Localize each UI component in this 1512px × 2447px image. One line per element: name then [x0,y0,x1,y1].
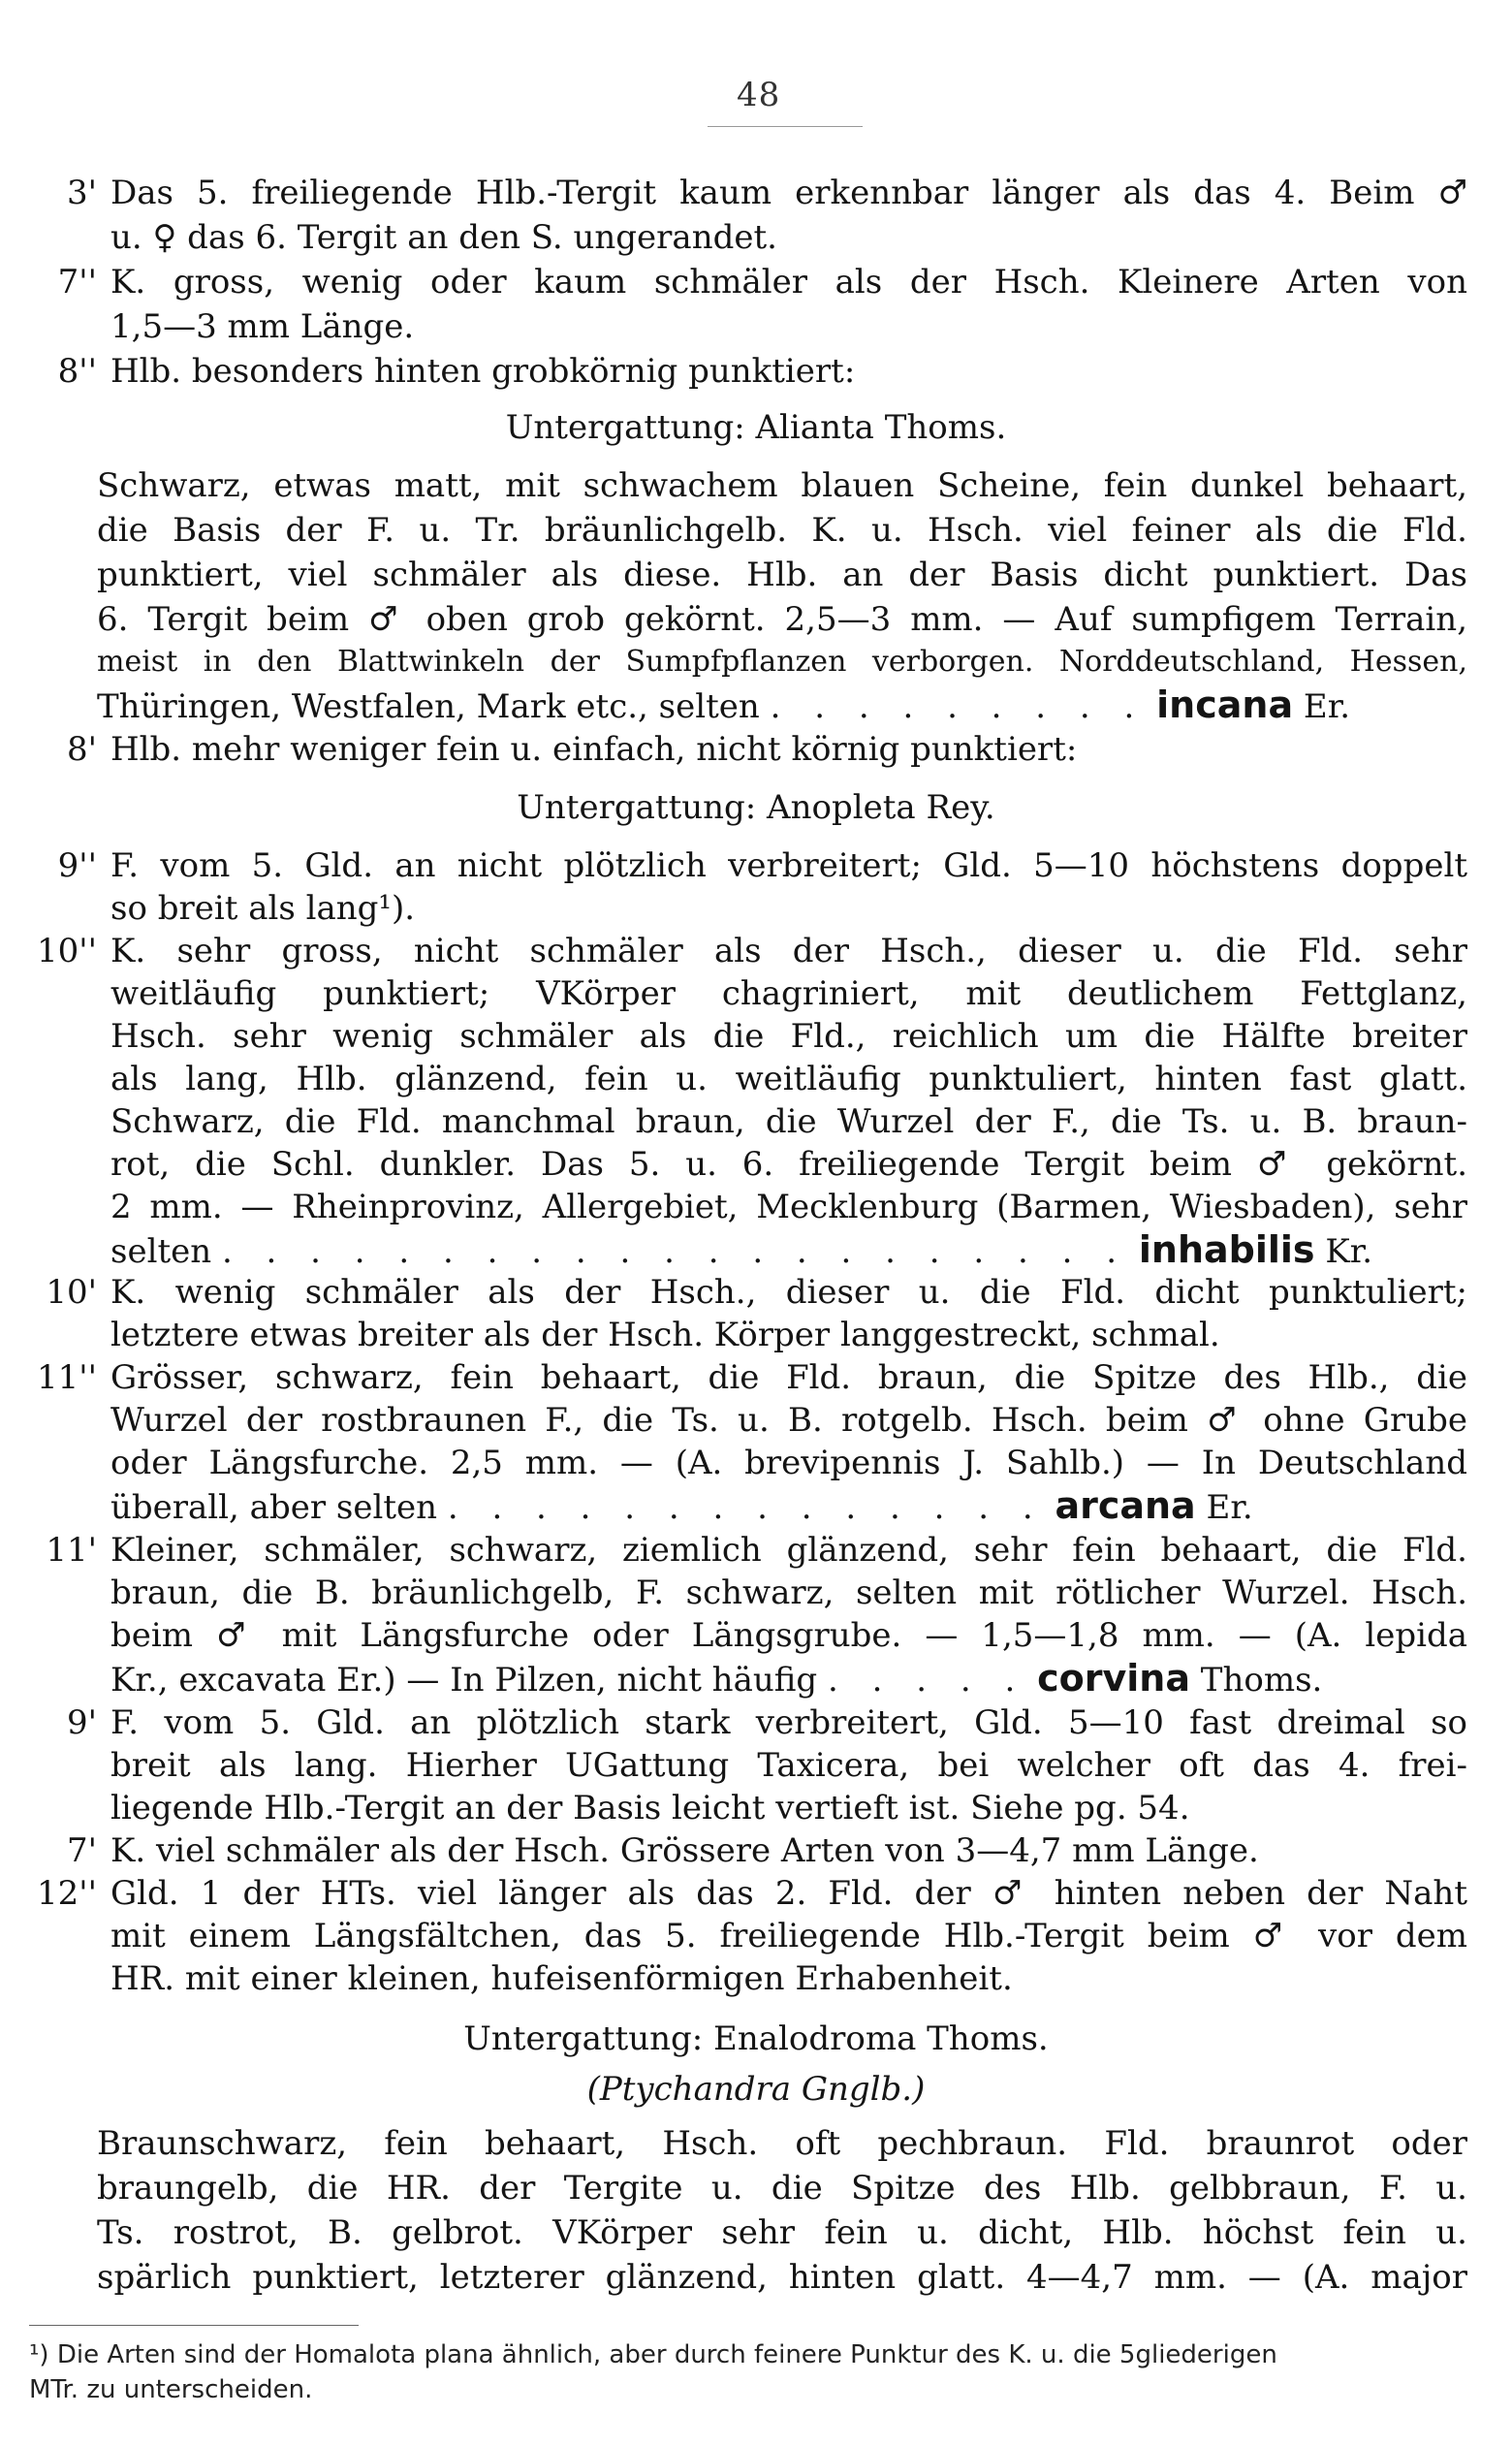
subgenus-synonym-ptychandra: (Ptychandra Gnglb.) [586,2070,926,2109]
subgenus-heading-alianta: Untergattung: Alianta Thoms. [505,408,1007,447]
species-name: inhabilis [1138,1228,1315,1271]
footnote-line: MTr. zu unterscheiden. [29,2375,313,2404]
document-page: 48 3' Das 5. freiliegende Hlb.-Tergit kaum erkennbar länger als das 4. Beim ♂ u. ♀ das 6. Tergit an den S. ungerandet. 7'' K. gross, wenig oder kaum schmäler als der Hsch. Kleinere Arten von 1,5—3 mm Länge. 8'' Hlb. besonders hinten grobkörnig punktiert: Untergattung: Alianta Thoms. Schwarz, etwas matt, mit schwachem blauen Scheine, fein dunkel behaart, die Basis der F. u. Tr. bräunlichgelb. K. u. Hsch. viel feiner als die Fld. punktiert, viel schmäler als diese. Hlb. an der Basis dicht punktiert. Das 6. Tergit beim ♂ oben grob gekörnt. 2,5—3 mm. — Auf sumpfigem Terrain, meist in den Blattwinkeln der Sumpfpflanzen verborgen. Norddeutschland, Hessen, Thüringen, Westfalen, Mark etc., selten . . . . . . . . . incana Er. 8' Hlb. mehr weniger fein u. einfach, nicht körnig punktiert: Untergattung: Anopleta Rey. 9'' F. vom 5. Gld. an nicht plötzlich verbreitert; Gld. 5—10 höchstens doppelt so breit als lang¹). 10'' K. sehr gross, nicht schmäler als der Hsch., dieser u. die Fld. sehr weitläufig punktiert; VKörper chagriniert, mit deutlichem Fettglanz, Hsch. sehr wenig schmäler als die Fld., reichlich um die Hälfte breiter als lang, Hlb. glänzend, fein u. weitläufig punktuliert, hinten fast glatt. Schwarz, die Fld. manchmal braun, die Wurzel der F., die Ts. u. B. braun- rot, die Schl. dunkler. Das 5. u. 6. freiliegende Tergit beim ♂ gekörnt. 2 mm. — Rheinprovinz, Allergebiet, Mecklenburg (Barmen, Wiesbaden), sehr selten . . . . . . . . . . . . . . . . . . . . . inhabilis Kr. 10' K. wenig schmäler als der Hsch., dieser u. die Fld. dicht punktuliert; letztere etwas breiter als der Hsch. Körper langgestreckt, schmal. 11'' Grösser, schwarz, fein behaart, die Fld. braun, die Spitze des Hlb., die Wurzel der rostbraunen F., die Ts. u. B. rotgelb. Hsch. beim ♂ ohne Grube oder Längsfurche. 2,5 mm. — (A. brevipennis J. Sahlb.) — In Deutschland überall, aber selten . . . . . . . . . . . . . . arcana Er. 11' Kleiner, schmäler, schwarz, ziemlich glänzend, sehr fein behaart, die Fld. braun, die B. bräunlichgelb, F. schwarz, selten mit rötlicher Wurzel. Hsch. beim ♂ mit Längsfurche oder Längsgrube. — 1,5—1,8 mm. — (A. lepida Kr., excavata Er.) — In Pilzen, nicht häufig . . . . . corvina Thoms. 9' F. vom 5. Gld. an plötzlich stark verbreitert, Gld. 5—10 fast dreimal so breit als lang. Hierher UGattung Taxicera, bei welcher oft das 4. frei- liegende Hlb.-Tergit an der Basis leicht vertieft ist. Siehe pg. 54. 7' K. viel schmäler als der Hsch. Grössere Arten von 3—4,7 mm Länge. 12'' Gld. 1 der HTs. viel länger als das 2. Fld. der ♂ hinten neben der Naht mit einem Längsfältchen, das 5. freiliegende Hlb.-Tergit beim ♂ vor dem HR. mit einer kleinen, hufeisenförmigen Erhabenheit. Untergattung: Enalodroma Thoms. (Ptychandra Gnglb.) Braunschwarz, fein behaart, Hsch. oft pechbraun. Fld. braunrot oder braungelb, die HR. der Tergite u. die Spitze des Hlb. gelbbraun, F. u. Ts. rostrot, B. gelbrot. VKörper sehr fein u. dicht, Hlb. höchst fein u. spärlich punktiert, letzterer glänzend, hinten glatt. 4—4,7 mm. — (A. major ¹) Die Arten sind der Homalota plana ähnlich, aber durch feinere Punktur des K. u. die 5gliederigen MTr. zu unterscheiden. [0,0,1512,2447]
page-number: 48 [737,76,781,114]
species-name: corvina [1037,1657,1190,1700]
species-name: incana [1156,683,1294,726]
subgenus-heading-anopleta: Untergattung: Anopleta Rey. [517,788,995,827]
header-rule [708,126,863,127]
subgenus-heading-enalodroma: Untergattung: Enalodroma Thoms. [463,2019,1049,2058]
footnote-line: ¹) Die Arten sind der Homalota plana ähnlich, aber durch feinere Punktur des K. u. die 5gliederigen [29,2340,1277,2369]
species-name: arcana [1055,1484,1196,1527]
footnote-rule [29,2325,359,2326]
